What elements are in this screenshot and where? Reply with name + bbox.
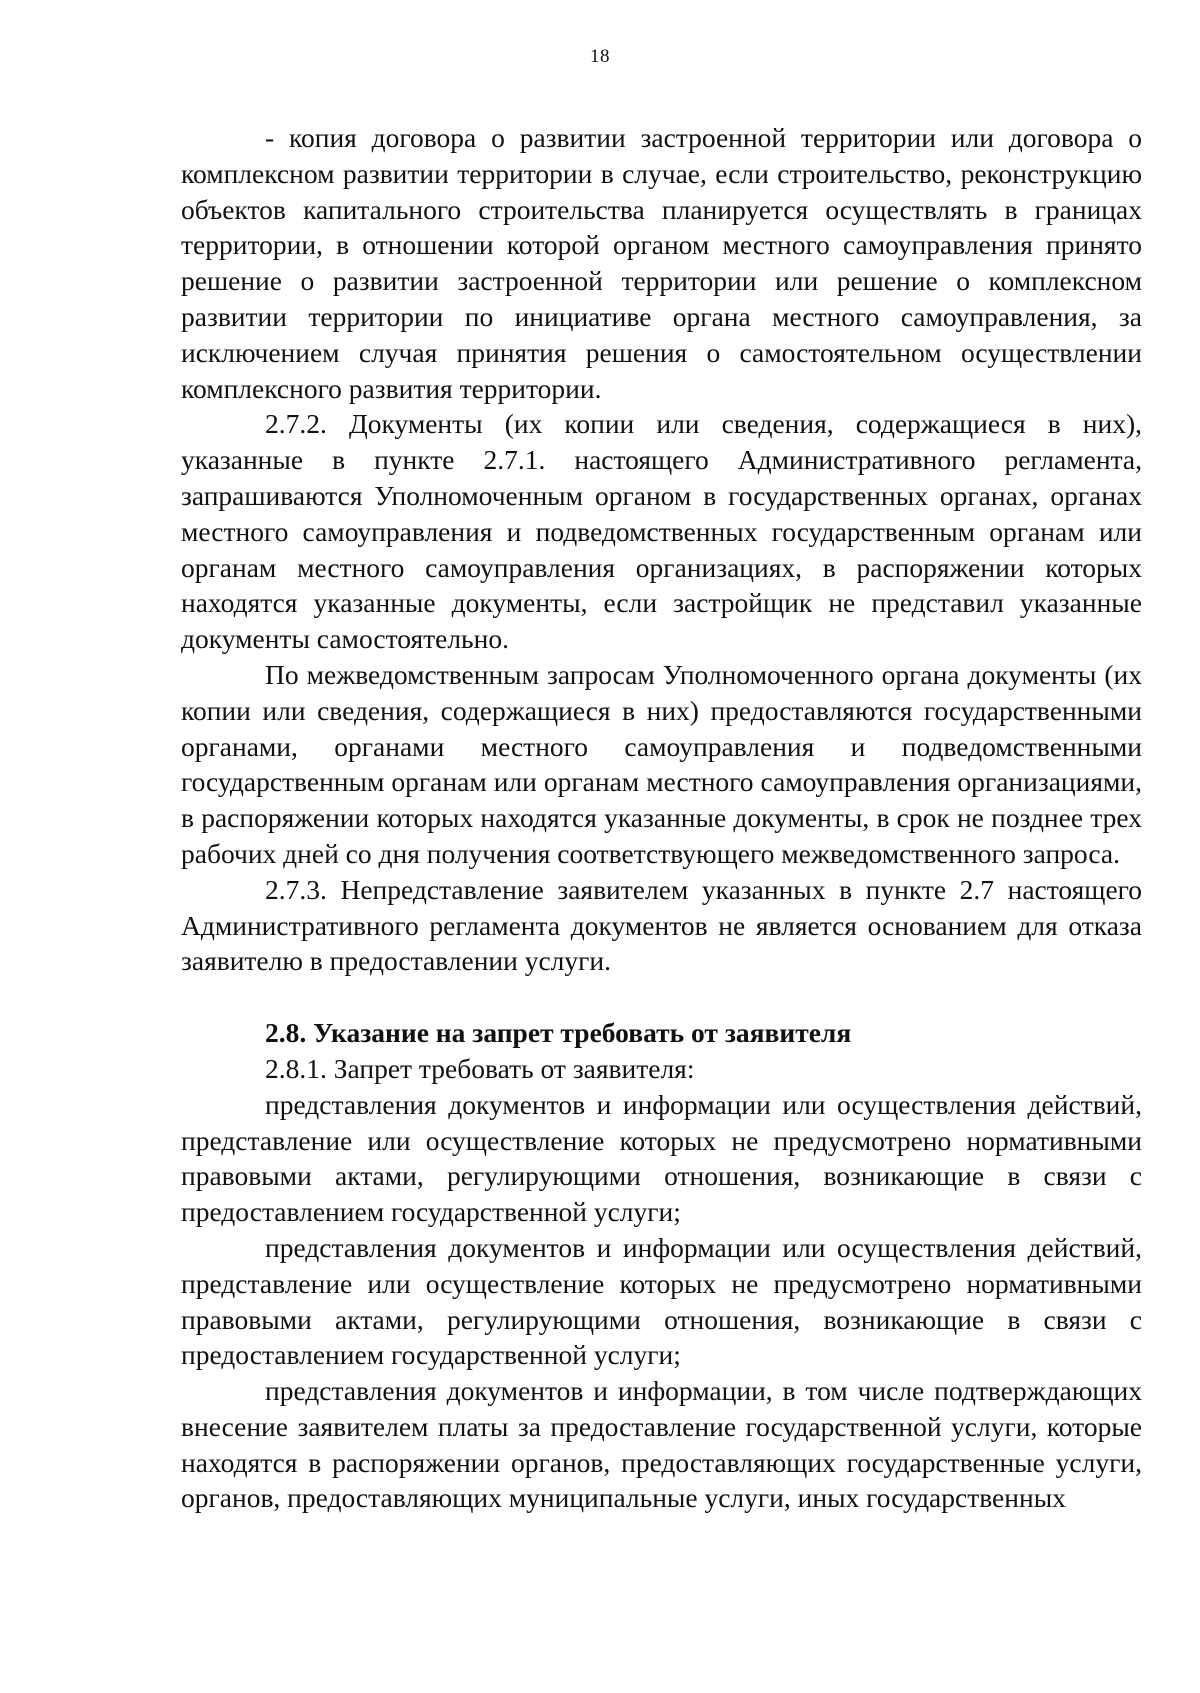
paragraph-interagency-requests: По межведомственным запросам Уполномоченного органа документы (их копии или сведения, содержащиеся в них) предоставляются государственными органами, органами местного самоуправления и подведомственными государственным органам или органам местного самоуправления организациями, в распоряжении которых находятся указанные документы, в срок не позднее трех рабочих дней со дня получения соответствующего межведомственного запроса.: [181, 658, 1142, 869]
paragraph-prohibition-item-1: представления документов и информации или осуществления действий, представление или осуществление которых не предусмотрено нормативными правовыми актами, регулирующими отношения, возникающие в связи с предоставлением государственной услуги;: [181, 1088, 1142, 1228]
paragraph-prohibition-item-3: представления документов и информации, в том числе подтверждающих внесение заявителем платы за предоставление государственной услуги, которые находятся в распоряжении органов, предоставляющих государственные услуги, органов, предоставляющих муниципальные услуги, иных государственных: [181, 1375, 1142, 1514]
paragraph-2-8-1: 2.8.1. Запрет требовать от заявителя:: [265, 1052, 695, 1084]
page-number: 18: [590, 46, 610, 67]
document-body: [181, 120, 1142, 1516]
paragraph-copy-contract: - копия договора о развитии застроенной территории или договора о комплексном развитии территории в случае, если строительство, реконструкцию объектов капитального строительства планируется осуществлять в границах территории, в отношении которой органом местного самоуправления принято решение о развитии застроенной территории или решение о комплексном развитии территории по инициативе органа местного самоуправления, за исключением случая принятия решения о самостоятельном осуществлении комплексного развития территории.: [181, 122, 1142, 404]
paragraph-2-7-2: 2.7.2. Документы (их копии или сведения, содержащиеся в них), указанные в пункте 2.7.1. настоящего Административного регламента, запрашиваются Уполномоченным органом в государственных органах, органах местного самоуправления и подведомственных государственным органам или органам местного самоуправления организациях, в распоряжении которых находятся указанные документы, если застройщик не представил указанные документы самостоятельно.: [181, 408, 1142, 655]
paragraph-prohibition-item-2: представления документов и информации или осуществления действий, представление или осуществление которых не предусмотрено нормативными правовыми актами, регулирующими отношения, возникающие в связи с предоставлением государственной услуги;: [181, 1231, 1142, 1371]
section-heading-2-8: 2.8. Указание на запрет требовать от заявителя: [265, 1017, 852, 1049]
paragraph-2-7-3: 2.7.3. Непредставление заявителем указанных в пункте 2.7 настоящего Административного регламента документов не является основанием для отказа заявителю в предоставлении услуги.: [181, 873, 1142, 977]
